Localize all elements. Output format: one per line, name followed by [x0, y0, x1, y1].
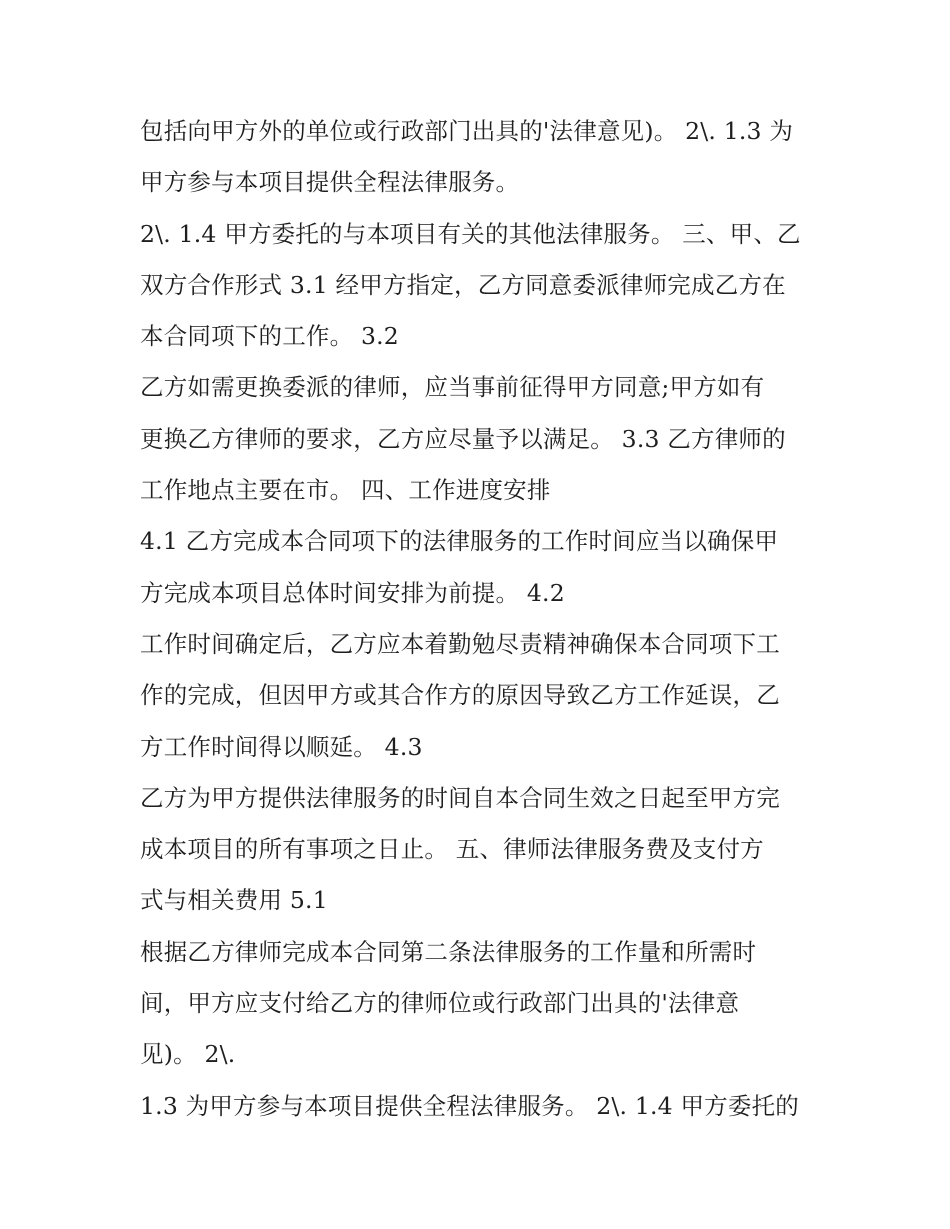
text-line: 甲方参与本项目提供全程法律服务。 — [140, 168, 520, 197]
text-line: 包括向甲方外的单位或行政部门出具的'法律意见)。 2\. 1.3 为 — [140, 117, 794, 145]
text-line: 工作时间确定后，乙方应本着勤勉尽责精神确保本合同项下工 — [140, 629, 780, 658]
text-line: 乙方为甲方提供法律服务的时间自本合同生效之日起至甲方完 — [140, 783, 780, 812]
text-line: 1.3 为甲方参与本项目提供全程法律服务。 2\. 1.4 甲方委托的 — [140, 1091, 799, 1120]
text-line: 方工作时间得以顺延。 4.3 — [140, 732, 423, 761]
text-line: 2\. 1.4 甲方委托的与本项目有关的其他法律服务。 三、甲、乙 — [140, 219, 801, 248]
text-line: 间，甲方应支付给乙方的律师位或行政部门出具的'法律意 — [140, 989, 740, 1018]
text-line: 根据乙方律师完成本合同第二条法律服务的工作量和所需时 — [140, 937, 757, 966]
text-line: 方完成本项目总体时间安排为前提。 4.2 — [140, 578, 565, 607]
text-line: 本合同项下的工作。 3.2 — [140, 322, 399, 351]
text-line: 4.1 乙方完成本合同项下的法律服务的工作时间应当以确保甲 — [140, 527, 779, 556]
document-body — [140, 106, 830, 1132]
text-line: 更换乙方律师的要求，乙方应尽量予以满足。 3.3 乙方律师的 — [140, 424, 786, 453]
text-line: 见)。 2\. — [140, 1040, 236, 1069]
text-line: 成本项目的所有事项之日止。 五、律师法律服务费及支付方 — [140, 835, 764, 864]
text-line: 乙方如需更换委派的律师，应当事前征得甲方同意;甲方如有 — [140, 373, 765, 402]
text-line: 式与相关费用 5.1 — [140, 886, 328, 915]
text-line: 工作地点主要在市。 四、工作进度安排 — [140, 476, 551, 505]
text-line: 双方合作形式 3.1 经甲方指定，乙方同意委派律师完成乙方在 — [140, 270, 786, 299]
text-line: 作的完成，但因甲方或其合作方的原因导致乙方工作延误，乙 — [140, 681, 780, 710]
